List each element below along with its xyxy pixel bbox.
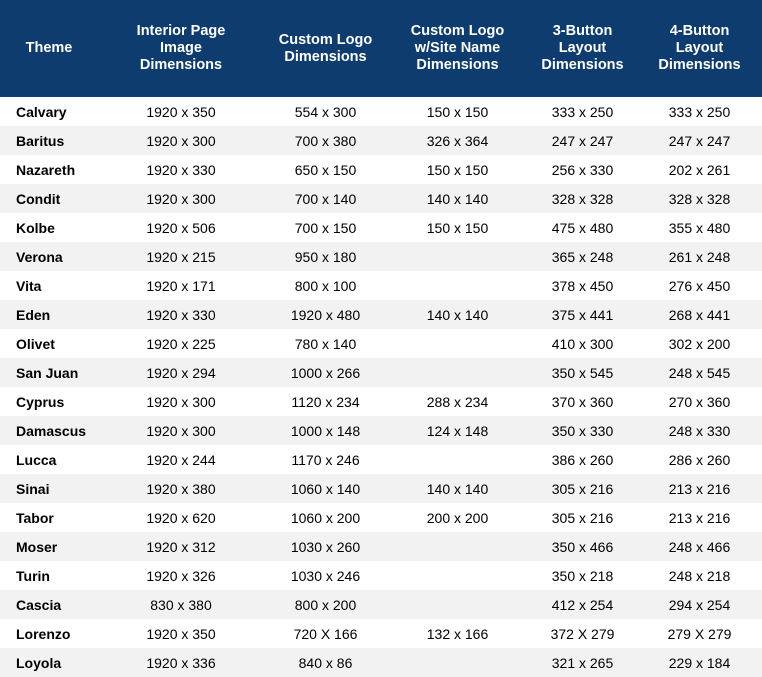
custom-logo-cell: 1000 x 266 (290, 364, 361, 381)
theme-cell: San Juan (16, 364, 79, 381)
theme-cell: Vita (16, 277, 42, 294)
interior-image-cell: 1920 x 330 (146, 306, 216, 323)
theme-cell: Tabor (16, 509, 54, 526)
four-button-cell: 279 X 279 (667, 625, 732, 642)
table-row (0, 126, 762, 155)
four-button-cell: 248 x 218 (668, 567, 731, 584)
custom-logo-site-name-cell (387, 358, 528, 387)
four-button-cell: 268 x 441 (668, 306, 731, 323)
table-row (0, 619, 762, 648)
table-row (0, 184, 762, 213)
table-row (0, 561, 762, 590)
four-button-cell: 333 x 250 (668, 103, 731, 120)
three-button-cell: 370 x 360 (551, 393, 614, 410)
theme-cell: Baritus (16, 132, 65, 149)
three-button-cell: 305 x 216 (551, 480, 614, 497)
theme-cell: Eden (16, 306, 51, 323)
custom-logo-site-name-cell: 288 x 234 (426, 393, 489, 410)
theme-cell: Calvary (16, 103, 67, 120)
theme-cell: Loyola (16, 654, 62, 671)
interior-image-cell: 1920 x 620 (146, 509, 216, 526)
table-row (0, 155, 762, 184)
three-button-cell: 412 x 254 (551, 596, 614, 613)
theme-cell: Verona (16, 248, 63, 265)
table-row (0, 532, 762, 561)
four-button-cell: 328 x 328 (668, 190, 731, 207)
custom-logo-site-name-cell (387, 561, 528, 590)
header-theme: Theme (25, 40, 73, 56)
table-row (0, 590, 762, 619)
custom-logo-cell: 950 x 180 (294, 248, 357, 265)
table-row (0, 358, 762, 387)
custom-logo-cell: 840 x 86 (298, 654, 353, 671)
theme-cell: Kolbe (16, 219, 55, 236)
custom-logo-site-name-cell: 150 x 150 (426, 161, 489, 178)
four-button-cell: 270 x 360 (668, 393, 731, 410)
three-button-cell: 475 x 480 (551, 219, 614, 236)
interior-image-cell: 1920 x 312 (146, 538, 216, 555)
theme-cell: Damascus (16, 422, 87, 439)
custom-logo-site-name-cell: 150 x 150 (426, 103, 489, 120)
header-4-button-layout: 4-Button Layout Dimensions (658, 23, 741, 73)
custom-logo-cell: 650 x 150 (294, 161, 357, 178)
interior-image-cell: 1920 x 326 (146, 567, 216, 584)
four-button-cell: 202 x 261 (668, 161, 731, 178)
interior-image-cell: 1920 x 350 (146, 625, 216, 642)
header-custom-logo: Custom Logo Dimensions (278, 31, 373, 65)
table-row (0, 648, 762, 677)
header-3-button-layout: 3-Button Layout Dimensions (541, 23, 624, 73)
custom-logo-cell: 1170 x 246 (291, 451, 360, 468)
three-button-cell: 321 x 265 (551, 654, 614, 671)
theme-cell: Moser (16, 538, 58, 555)
theme-cell: Condit (16, 190, 61, 207)
theme-cell: Lucca (16, 451, 57, 468)
custom-logo-site-name-cell: 140 x 140 (426, 480, 489, 497)
four-button-cell: 286 x 260 (668, 451, 731, 468)
custom-logo-site-name-cell: 200 x 200 (426, 509, 489, 526)
table-row (0, 503, 762, 532)
custom-logo-site-name-cell (387, 329, 528, 358)
table-row (0, 445, 762, 474)
four-button-cell: 294 x 254 (668, 596, 731, 613)
three-button-cell: 378 x 450 (551, 277, 614, 294)
theme-cell: Cascia (16, 596, 62, 613)
four-button-cell: 248 x 466 (668, 538, 731, 555)
table-row (0, 387, 762, 416)
interior-image-cell: 1920 x 294 (146, 364, 216, 381)
custom-logo-cell: 800 x 200 (294, 596, 357, 613)
header-interior-image: Interior Page Image Dimensions (136, 23, 226, 73)
custom-logo-cell: 700 x 140 (294, 190, 357, 207)
interior-image-cell: 1920 x 380 (146, 480, 216, 497)
custom-logo-site-name-cell (387, 271, 528, 300)
header-custom-logo-site-name: Custom Logo w/Site Name Dimensions (410, 23, 505, 73)
custom-logo-site-name-cell: 150 x 150 (426, 219, 489, 236)
table-row (0, 271, 762, 300)
three-button-cell: 375 x 441 (551, 306, 614, 323)
three-button-cell: 365 x 248 (551, 248, 614, 265)
custom-logo-cell: 700 x 150 (294, 219, 357, 236)
custom-logo-site-name-cell (387, 590, 528, 619)
table-row (0, 416, 762, 445)
three-button-cell: 256 x 330 (551, 161, 614, 178)
interior-image-cell: 1920 x 300 (146, 190, 216, 207)
custom-logo-cell: 700 x 380 (294, 132, 357, 149)
interior-image-cell: 1920 x 244 (146, 451, 216, 468)
table-header (0, 0, 762, 97)
custom-logo-site-name-cell (387, 242, 528, 271)
four-button-cell: 213 x 216 (668, 480, 731, 497)
table-row (0, 329, 762, 358)
custom-logo-site-name-cell (387, 648, 528, 677)
custom-logo-site-name-cell: 140 x 140 (426, 190, 489, 207)
three-button-cell: 350 x 545 (551, 364, 614, 381)
interior-image-cell: 1920 x 215 (146, 248, 216, 265)
three-button-cell: 350 x 466 (551, 538, 614, 555)
custom-logo-cell: 780 x 140 (294, 335, 357, 352)
theme-cell: Sinai (16, 480, 50, 497)
interior-image-cell: 1920 x 300 (146, 422, 216, 439)
three-button-cell: 410 x 300 (551, 335, 614, 352)
four-button-cell: 355 x 480 (668, 219, 731, 236)
three-button-cell: 350 x 330 (551, 422, 614, 439)
table-row (0, 242, 762, 271)
custom-logo-cell: 1030 x 246 (290, 567, 361, 584)
theme-cell: Lorenzo (16, 625, 71, 642)
interior-image-cell: 1920 x 336 (146, 654, 216, 671)
interior-image-cell: 1920 x 300 (146, 393, 216, 410)
three-button-cell: 305 x 216 (551, 509, 614, 526)
custom-logo-cell: 1000 x 148 (290, 422, 361, 439)
table-row (0, 474, 762, 503)
table-row (0, 97, 762, 126)
four-button-cell: 213 x 216 (668, 509, 731, 526)
four-button-cell: 247 x 247 (668, 132, 731, 149)
custom-logo-cell: 1060 x 200 (290, 509, 361, 526)
custom-logo-cell: 1120 x 234 (291, 393, 360, 410)
interior-image-cell: 1920 x 171 (146, 277, 216, 294)
theme-cell: Turin (16, 567, 50, 584)
theme-cell: Olivet (16, 335, 55, 352)
custom-logo-site-name-cell: 326 x 364 (426, 132, 489, 149)
four-button-cell: 229 x 184 (668, 654, 731, 671)
interior-image-cell: 1920 x 225 (146, 335, 216, 352)
custom-logo-cell: 1060 x 140 (290, 480, 361, 497)
custom-logo-site-name-cell (387, 532, 528, 561)
four-button-cell: 302 x 200 (668, 335, 731, 352)
four-button-cell: 276 x 450 (668, 277, 731, 294)
three-button-cell: 247 x 247 (551, 132, 614, 149)
three-button-cell: 350 x 218 (551, 567, 614, 584)
four-button-cell: 248 x 545 (668, 364, 731, 381)
interior-image-cell: 1920 x 330 (146, 161, 216, 178)
custom-logo-site-name-cell: 140 x 140 (426, 306, 489, 323)
custom-logo-cell: 1030 x 260 (290, 538, 361, 555)
custom-logo-cell: 554 x 300 (294, 103, 357, 120)
three-button-cell: 372 X 279 (550, 625, 615, 642)
theme-cell: Cyprus (16, 393, 65, 410)
custom-logo-cell: 1920 x 480 (290, 306, 361, 323)
custom-logo-cell: 720 X 166 (293, 625, 358, 642)
table-row (0, 300, 762, 329)
table-body (0, 97, 762, 677)
custom-logo-site-name-cell: 132 x 166 (426, 625, 489, 642)
custom-logo-cell: 800 x 100 (294, 277, 357, 294)
three-button-cell: 328 x 328 (551, 190, 614, 207)
table-row (0, 213, 762, 242)
four-button-cell: 248 x 330 (668, 422, 731, 439)
three-button-cell: 386 x 260 (551, 451, 614, 468)
interior-image-cell: 830 x 380 (150, 596, 212, 613)
three-button-cell: 333 x 250 (551, 103, 614, 120)
four-button-cell: 261 x 248 (668, 248, 731, 265)
interior-image-cell: 1920 x 350 (146, 103, 216, 120)
interior-image-cell: 1920 x 506 (146, 219, 216, 236)
custom-logo-site-name-cell (387, 445, 528, 474)
theme-cell: Nazareth (16, 161, 76, 178)
custom-logo-site-name-cell: 124 x 148 (426, 422, 489, 439)
interior-image-cell: 1920 x 300 (146, 132, 216, 149)
header-row (0, 0, 762, 97)
